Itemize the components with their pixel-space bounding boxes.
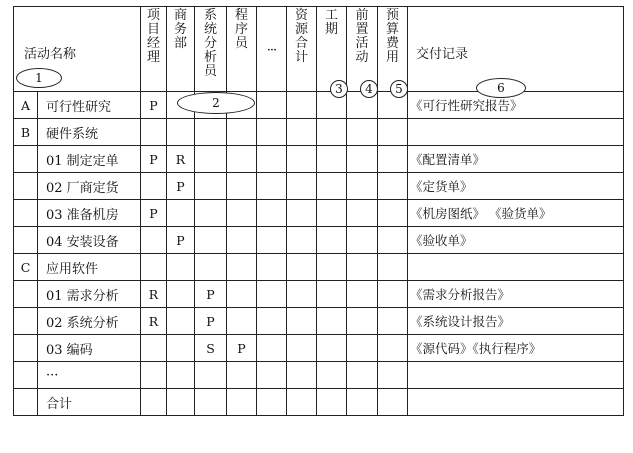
delivery-record-cell: 《需求分析报告》 bbox=[408, 281, 624, 308]
activity-name-cell: 01 制定定单 bbox=[38, 146, 141, 173]
business-dept-cell bbox=[167, 389, 195, 416]
header-budget bbox=[378, 7, 408, 92]
system-analyst-cell bbox=[195, 389, 227, 416]
system-analyst-label: 系统分析员 bbox=[203, 8, 217, 79]
predecessor-cell bbox=[347, 200, 378, 227]
programmer-cell bbox=[227, 119, 257, 146]
activity-name-cell: 01 需求分析 bbox=[38, 281, 141, 308]
ellipsis-cell bbox=[257, 92, 287, 119]
resource-total-cell bbox=[287, 119, 317, 146]
project-manager-cell bbox=[141, 119, 167, 146]
ellipsis-cell bbox=[257, 227, 287, 254]
budget-cell bbox=[378, 389, 408, 416]
duration-cell bbox=[317, 281, 347, 308]
table-row bbox=[14, 389, 624, 416]
system-analyst-cell: P bbox=[195, 281, 227, 308]
budget-cell bbox=[378, 254, 408, 281]
delivery-record-cell bbox=[408, 362, 624, 389]
project-manager-cell: P bbox=[141, 200, 167, 227]
predecessor-cell bbox=[347, 254, 378, 281]
programmer-cell bbox=[227, 173, 257, 200]
callout-5: 5 bbox=[390, 80, 408, 98]
predecessor-cell bbox=[347, 119, 378, 146]
activity-code-cell bbox=[14, 308, 38, 335]
project-manager-cell bbox=[141, 362, 167, 389]
delivery-record-cell: 《可行性研究报告》 bbox=[408, 92, 624, 119]
budget-cell bbox=[378, 308, 408, 335]
delivery-record-cell: 《源代码》《执行程序》 bbox=[408, 335, 624, 362]
activity-name-cell: 可行性研究 bbox=[38, 92, 141, 119]
table-row bbox=[14, 92, 624, 119]
table-row bbox=[14, 227, 624, 254]
duration-cell bbox=[317, 146, 347, 173]
programmer-cell bbox=[227, 227, 257, 254]
resource-total-cell bbox=[287, 200, 317, 227]
ellipsis-cell bbox=[257, 389, 287, 416]
predecessor-cell bbox=[347, 335, 378, 362]
activity-name-cell: 04 安装设备 bbox=[38, 227, 141, 254]
activity-code-cell bbox=[14, 146, 38, 173]
table-row bbox=[14, 308, 624, 335]
activity-name-cell: 硬件系统 bbox=[38, 119, 141, 146]
activity-code-cell bbox=[14, 200, 38, 227]
ellipsis-cell bbox=[257, 335, 287, 362]
ellipsis-cell bbox=[257, 146, 287, 173]
project-manager-cell bbox=[141, 389, 167, 416]
table-row bbox=[14, 119, 624, 146]
business-dept-cell bbox=[167, 335, 195, 362]
header-duration bbox=[317, 7, 347, 92]
activity-code-cell: C bbox=[14, 254, 38, 281]
activity-code-cell bbox=[14, 173, 38, 200]
table-row bbox=[14, 335, 624, 362]
duration-cell bbox=[317, 200, 347, 227]
business-dept-cell: P bbox=[167, 227, 195, 254]
duration-label: 工期 bbox=[324, 8, 338, 37]
ellipsis-cell bbox=[257, 119, 287, 146]
system-analyst-cell bbox=[195, 254, 227, 281]
delivery-record-cell bbox=[408, 254, 624, 281]
table-row bbox=[14, 146, 624, 173]
budget-cell bbox=[378, 362, 408, 389]
budget-cell bbox=[378, 119, 408, 146]
resource-total-cell bbox=[287, 92, 317, 119]
activity-name-cell: ··· bbox=[38, 362, 141, 389]
budget-label: 预算费用 bbox=[385, 8, 399, 65]
budget-cell bbox=[378, 335, 408, 362]
system-analyst-cell bbox=[195, 173, 227, 200]
header-system-analyst bbox=[195, 7, 227, 92]
predecessor-cell bbox=[347, 173, 378, 200]
resource-total-cell bbox=[287, 335, 317, 362]
delivery-record-cell: 《系统设计报告》 bbox=[408, 308, 624, 335]
ellipsis-cell bbox=[257, 362, 287, 389]
budget-cell bbox=[378, 146, 408, 173]
ellipsis-cell bbox=[257, 254, 287, 281]
table-row bbox=[14, 362, 624, 389]
duration-cell bbox=[317, 119, 347, 146]
business-dept-cell bbox=[167, 200, 195, 227]
activity-code-cell bbox=[14, 281, 38, 308]
business-dept-label: 商务部 bbox=[173, 8, 187, 51]
table-row bbox=[14, 173, 624, 200]
table-row bbox=[14, 254, 624, 281]
delivery-record-cell: 《定货单》 bbox=[408, 173, 624, 200]
ellipsis-cell bbox=[257, 308, 287, 335]
programmer-cell bbox=[227, 200, 257, 227]
duration-cell bbox=[317, 389, 347, 416]
header-programmer bbox=[227, 7, 257, 92]
project-manager-cell bbox=[141, 335, 167, 362]
programmer-cell bbox=[227, 308, 257, 335]
programmer-cell bbox=[227, 389, 257, 416]
duration-cell bbox=[317, 173, 347, 200]
predecessor-cell bbox=[347, 227, 378, 254]
responsibility-matrix bbox=[13, 6, 623, 442]
project-manager-cell bbox=[141, 227, 167, 254]
activity-name-cell: 03 准备机房 bbox=[38, 200, 141, 227]
delivery-record-cell: 《配置清单》 bbox=[408, 146, 624, 173]
delivery-record-label: 交付记录 bbox=[416, 47, 469, 62]
header-project-manager bbox=[141, 7, 167, 92]
predecessor-cell bbox=[347, 389, 378, 416]
duration-cell bbox=[317, 335, 347, 362]
header-row bbox=[14, 7, 624, 92]
table-row bbox=[14, 200, 624, 227]
delivery-record-cell: 《验收单》 bbox=[408, 227, 624, 254]
system-analyst-cell: S bbox=[195, 335, 227, 362]
activity-name-cell: 合计 bbox=[38, 389, 141, 416]
programmer-cell bbox=[227, 362, 257, 389]
activity-code-cell: B bbox=[14, 119, 38, 146]
activity-name-cell: 03 编码 bbox=[38, 335, 141, 362]
callout-4: 4 bbox=[360, 80, 378, 98]
business-dept-cell bbox=[167, 362, 195, 389]
activity-code-cell bbox=[14, 227, 38, 254]
system-analyst-cell bbox=[195, 119, 227, 146]
duration-cell bbox=[317, 227, 347, 254]
business-dept-cell bbox=[167, 281, 195, 308]
resource-total-cell bbox=[287, 362, 317, 389]
header-delivery-record bbox=[408, 7, 624, 92]
resource-total-cell bbox=[287, 146, 317, 173]
project-manager-cell: R bbox=[141, 308, 167, 335]
predecessor-cell bbox=[347, 146, 378, 173]
project-manager-cell: P bbox=[141, 92, 167, 119]
predecessor-label: 前置活动 bbox=[355, 8, 369, 65]
system-analyst-cell bbox=[195, 227, 227, 254]
activity-code-cell: A bbox=[14, 92, 38, 119]
resource-total-cell bbox=[287, 308, 317, 335]
ellipsis-cell bbox=[257, 200, 287, 227]
resource-total-cell bbox=[287, 227, 317, 254]
programmer-label: 程序员 bbox=[234, 8, 248, 51]
activity-code-cell bbox=[14, 362, 38, 389]
activity-rows bbox=[14, 92, 624, 416]
duration-cell bbox=[317, 362, 347, 389]
resource-total-cell bbox=[287, 389, 317, 416]
project-manager-cell: P bbox=[141, 146, 167, 173]
duration-cell bbox=[317, 308, 347, 335]
programmer-cell bbox=[227, 146, 257, 173]
system-analyst-cell bbox=[195, 362, 227, 389]
budget-cell bbox=[378, 173, 408, 200]
callout-1: 1 bbox=[16, 68, 62, 88]
budget-cell bbox=[378, 200, 408, 227]
predecessor-cell bbox=[347, 281, 378, 308]
business-dept-cell bbox=[167, 254, 195, 281]
business-dept-cell bbox=[167, 308, 195, 335]
delivery-record-cell bbox=[408, 119, 624, 146]
resource-total-cell bbox=[287, 254, 317, 281]
callout-6: 6 bbox=[476, 78, 526, 98]
business-dept-cell: P bbox=[167, 173, 195, 200]
delivery-record-cell bbox=[408, 389, 624, 416]
ellipsis-label: ··· bbox=[266, 43, 277, 58]
delivery-record-cell: 《机房图纸》 《验货单》 bbox=[408, 200, 624, 227]
system-analyst-cell bbox=[195, 146, 227, 173]
ellipsis-cell bbox=[257, 281, 287, 308]
activity-name-cell: 应用软件 bbox=[38, 254, 141, 281]
duration-cell bbox=[317, 254, 347, 281]
table-row bbox=[14, 281, 624, 308]
system-analyst-cell bbox=[195, 200, 227, 227]
activity-code-cell bbox=[14, 335, 38, 362]
header-business-dept bbox=[167, 7, 195, 92]
business-dept-cell: R bbox=[167, 146, 195, 173]
activity-name-cell: 02 厂商定货 bbox=[38, 173, 141, 200]
budget-cell bbox=[378, 227, 408, 254]
project-manager-cell bbox=[141, 173, 167, 200]
resource-total-label: 资源合计 bbox=[294, 8, 308, 65]
predecessor-cell bbox=[347, 308, 378, 335]
activity-name-label: 活动名称 bbox=[24, 47, 77, 62]
resource-total-cell bbox=[287, 173, 317, 200]
activity-name-cell: 02 系统分析 bbox=[38, 308, 141, 335]
programmer-cell bbox=[227, 281, 257, 308]
programmer-cell: P bbox=[227, 335, 257, 362]
budget-cell bbox=[378, 281, 408, 308]
project-manager-label: 项目经理 bbox=[146, 8, 160, 65]
activity-code-cell bbox=[14, 389, 38, 416]
system-analyst-cell: P bbox=[195, 308, 227, 335]
programmer-cell bbox=[227, 254, 257, 281]
ellipsis-cell bbox=[257, 173, 287, 200]
callout-3: 3 bbox=[330, 80, 348, 98]
activity-table bbox=[13, 6, 624, 416]
predecessor-cell bbox=[347, 362, 378, 389]
project-manager-cell: R bbox=[141, 281, 167, 308]
callout-2: 2 bbox=[177, 92, 255, 114]
business-dept-cell bbox=[167, 119, 195, 146]
header-predecessor bbox=[347, 7, 378, 92]
header-ellipsis bbox=[257, 7, 287, 92]
header-resource-total bbox=[287, 7, 317, 92]
resource-total-cell bbox=[287, 281, 317, 308]
project-manager-cell bbox=[141, 254, 167, 281]
